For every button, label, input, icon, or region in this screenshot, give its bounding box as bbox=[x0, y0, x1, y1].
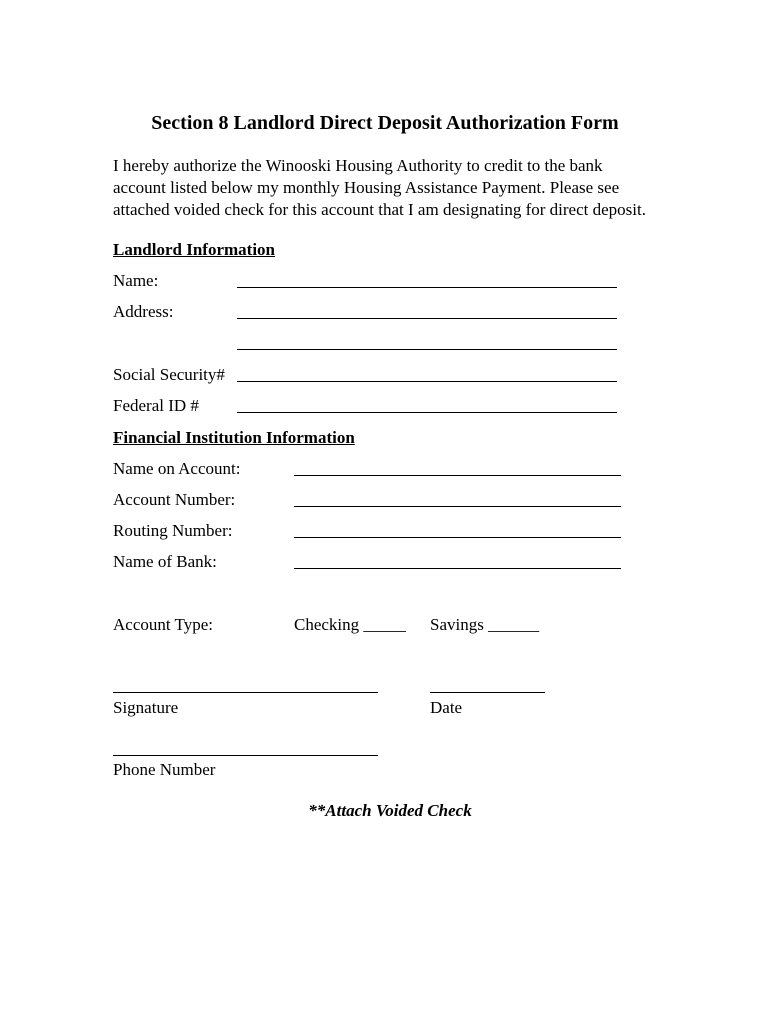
page-title: Section 8 Landlord Direct Deposit Authorization Form bbox=[151, 112, 619, 134]
date-field[interactable] bbox=[430, 692, 545, 693]
landlord-address-label: Address: bbox=[113, 302, 174, 321]
intro-line-1: I hereby authorize the Winooski Housing Authority to credit to the bank bbox=[113, 156, 603, 175]
landlord-ssn-label: Social Security# bbox=[113, 365, 225, 384]
routing-number-field[interactable] bbox=[294, 537, 621, 538]
landlord-address-field-2[interactable] bbox=[237, 349, 617, 350]
routing-number-label: Routing Number: bbox=[113, 521, 233, 540]
name-on-account-label: Name on Account: bbox=[113, 459, 241, 478]
landlord-section-heading: Landlord Information bbox=[113, 240, 275, 259]
savings-option[interactable]: Savings ______ bbox=[430, 615, 540, 634]
account-number-field[interactable] bbox=[294, 506, 621, 507]
landlord-federal-id-field[interactable] bbox=[237, 412, 617, 413]
signature-label: Signature bbox=[113, 698, 179, 717]
financial-section-heading: Financial Institution Information bbox=[113, 428, 355, 447]
landlord-federal-id-label: Federal ID # bbox=[113, 396, 199, 415]
landlord-ssn-field[interactable] bbox=[237, 381, 617, 382]
attach-voided-check-note: **Attach Voided Check bbox=[308, 801, 472, 820]
phone-number-label: Phone Number bbox=[113, 760, 216, 779]
account-type-label: Account Type: bbox=[113, 615, 213, 634]
bank-name-label: Name of Bank: bbox=[113, 552, 217, 571]
landlord-name-field[interactable] bbox=[237, 287, 617, 288]
landlord-address-field-1[interactable] bbox=[237, 318, 617, 319]
date-label: Date bbox=[430, 698, 463, 717]
account-number-label: Account Number: bbox=[113, 490, 236, 509]
intro-line-2: account listed below my monthly Housing Assistance Payment. Please see bbox=[113, 178, 620, 197]
name-on-account-field[interactable] bbox=[294, 475, 621, 476]
checking-option[interactable]: Checking _____ bbox=[294, 615, 406, 634]
phone-number-field[interactable] bbox=[113, 755, 378, 756]
bank-name-field[interactable] bbox=[294, 568, 621, 569]
intro-line-3: attached voided check for this account that I am designating for direct deposit. bbox=[113, 200, 646, 219]
signature-field[interactable] bbox=[113, 692, 378, 693]
landlord-name-label: Name: bbox=[113, 271, 159, 290]
